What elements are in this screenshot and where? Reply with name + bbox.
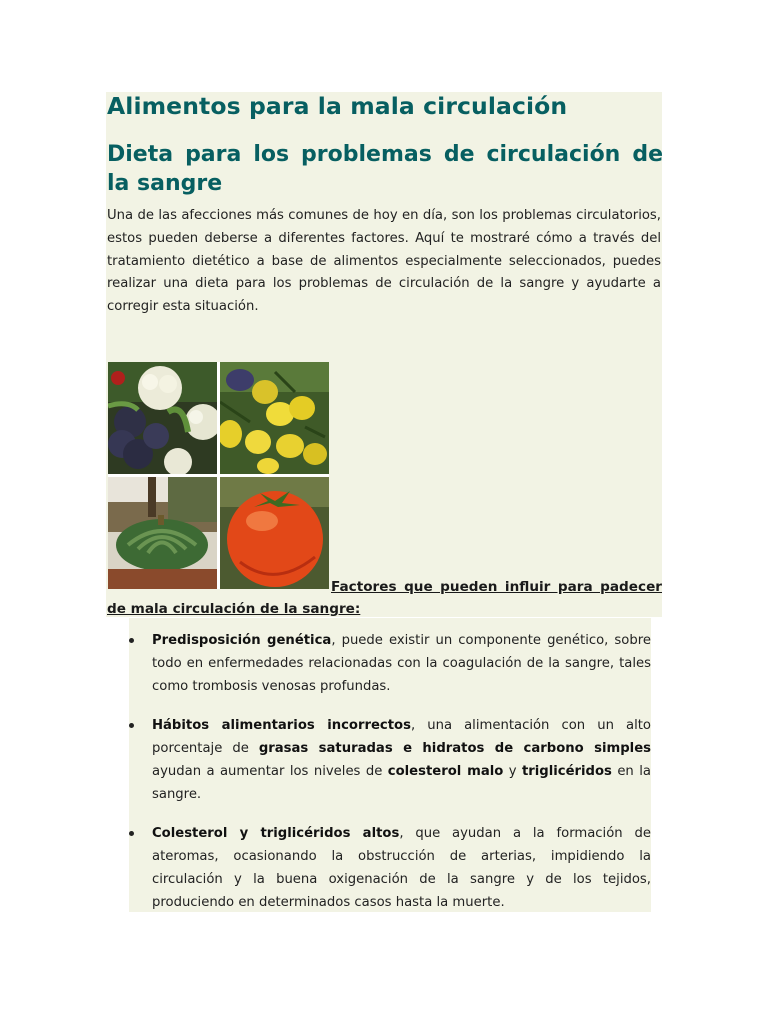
bullet-icon (129, 831, 134, 836)
page-subtitle: Dieta para los problemas de circulación de la sangre (107, 142, 663, 196)
list-item: Hábitos alimentarios incorrectos, una alimentación con un alto porcentaje de grasas saturadas e hidratos de carbono simples ayudan a aumentar los niveles de colesterol malo y triglicéridos en la sangre. (129, 714, 651, 806)
food-photo-collage (108, 362, 329, 589)
pumpkin-photo (108, 477, 217, 589)
intro-paragraph: Una de las afecciones más comunes de hoy en día, son los problemas circulatorios, estos pueden deberse a diferentes factores. Aquí te mostraré cómo a través del tratamiento dietético a base de alimentos especialmente seleccionados, puedes realizar una dieta para los problemas de circulación de la sangre y ayudarte a corregir esta situación. (107, 208, 661, 315)
factors-heading: Factores que pueden influir para padecer de mala circulación de la sangre: (107, 579, 662, 617)
bullet-icon (129, 723, 134, 728)
list-item: Predisposición genética, puede existir un componente genético, sobre todo en enfermedades relacionadas con la coagulación de la sangre, tales como trombosis venosas profundas. (129, 629, 651, 698)
bullet-icon (129, 638, 134, 643)
page-title: Alimentos para la mala circulación (107, 92, 568, 120)
tomato-photo (220, 477, 329, 589)
lemons-photo (220, 362, 329, 474)
cauliflower-broccoli-photo (108, 362, 217, 474)
factors-list (129, 629, 651, 930)
list-item: Colesterol y triglicéridos altos, que ayudan a la formación de ateromas, ocasionando la obstrucción de arterias, impidiendo la circulación y la buena oxigenación de la sangre y de los tejidos, produciendo en determinados casos hasta la muerte. (129, 822, 651, 914)
